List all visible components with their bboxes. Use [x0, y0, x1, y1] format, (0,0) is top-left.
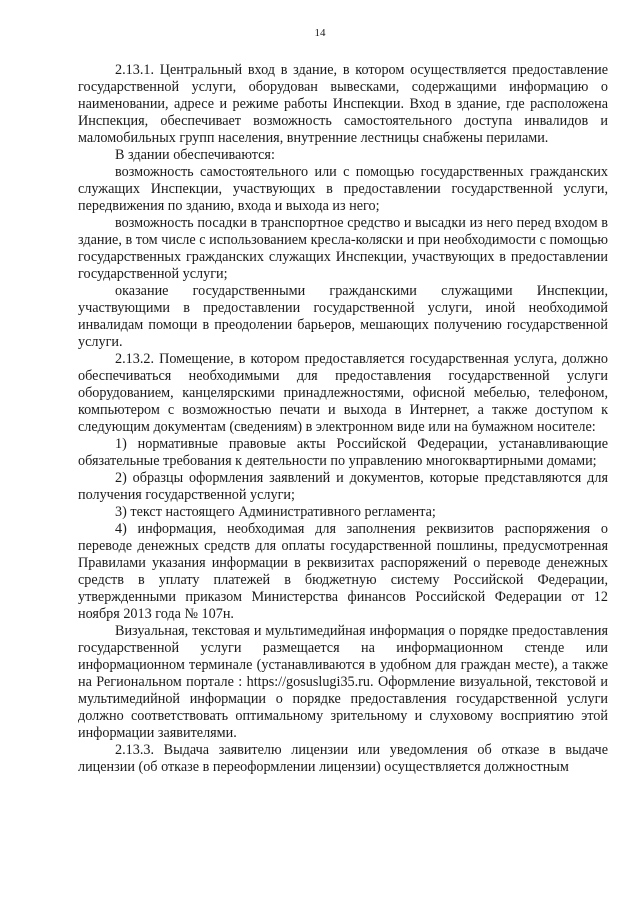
- paragraph-visual-info: Визуальная, текстовая и мультимедийная информация о порядке предоставления государственной услуги размещается на информационном стенде или информационном терминале (устанавливаются в удобном для граждан месте), а также на Региональном портале : https://gosuslugi35.ru. Оформление визуальной, текстовой и мультимедийной информации о порядке предоставления государственной услуги должно соответствовать оптимальному зрительному и слуховому восприятию этой информации заявителями.: [78, 623, 608, 741]
- paragraph-2-13-3: 2.13.3. Выдача заявителю лицензии или уведомления об отказе в выдаче лицензии (об отказе в переоформлении лицензии) осуществляется должностным: [78, 742, 608, 775]
- paragraph-boarding: возможность посадки в транспортное средство и высадки из него перед входом в здание, в том числе с использованием кресла-коляски и при необходимости с помощью государственных гражданских служащих Инспекции, участвующих в предоставлении государственной услуги;: [78, 215, 608, 282]
- paragraph-2-13-2: 2.13.2. Помещение, в котором предоставляется государственная услуга, должно обеспечиваться необходимыми для предоставления государственной услуги оборудованием, канцелярскими принадлежностями, офисной мебелью, телефоном, компьютером с возможностью печати и выхода в Интернет, а также доступом к следующим документам (сведениям) в электронном виде или на бумажном носителе:: [78, 351, 608, 435]
- paragraph-2-13-1: 2.13.1. Центральный вход в здание, в котором осуществляется предоставление государственной услуги, оборудован вывесками, содержащими информацию о наименовании, адресе и режиме работы Инспекции. Вход в здание, где расположена Инспекция, обеспечивает возможность самостоятельного доступа инвалидов и маломобильных групп населения, внутренние лестницы снабжены перилами.: [78, 62, 608, 146]
- list-item-1: 1) нормативные правовые акты Российской Федерации, устанавливающие обязательные требования к деятельности по управлению многоквартирными домами;: [78, 436, 608, 469]
- body-text: [78, 62, 608, 776]
- list-item-4: 4) информация, необходимая для заполнения реквизитов распоряжения о переводе денежных средств для оплаты государственной пошлины, предусмотренная Правилами указания информации в реквизитах распоряжений о переводе денежных средств в уплату платежей в бюджетную систему Российской Федерации, утвержденными приказом Министерства финансов Российской Федерации от 12 ноября 2013 года № 107н.: [78, 521, 608, 622]
- paragraph-building-provides: В здании обеспечиваются:: [115, 147, 275, 163]
- list-item-2: 2) образцы оформления заявлений и документов, которые представляются для получения государственной услуги;: [78, 470, 608, 503]
- paragraph-assistance: оказание государственными гражданскими служащими Инспекции, участвующими в предоставлении государственной услуги, иной необходимой инвалидам помощи в преодолении барьеров, мешающих получению государственной услуги.: [78, 283, 608, 350]
- paragraph-movement: возможность самостоятельного или с помощью государственных гражданских служащих Инспекции, участвующих в предоставлении государственной услуги, передвижения по зданию, входа и выхода из него;: [78, 164, 608, 214]
- list-item-3: 3) текст настоящего Административного регламента;: [115, 504, 436, 520]
- page-number: 14: [314, 27, 326, 39]
